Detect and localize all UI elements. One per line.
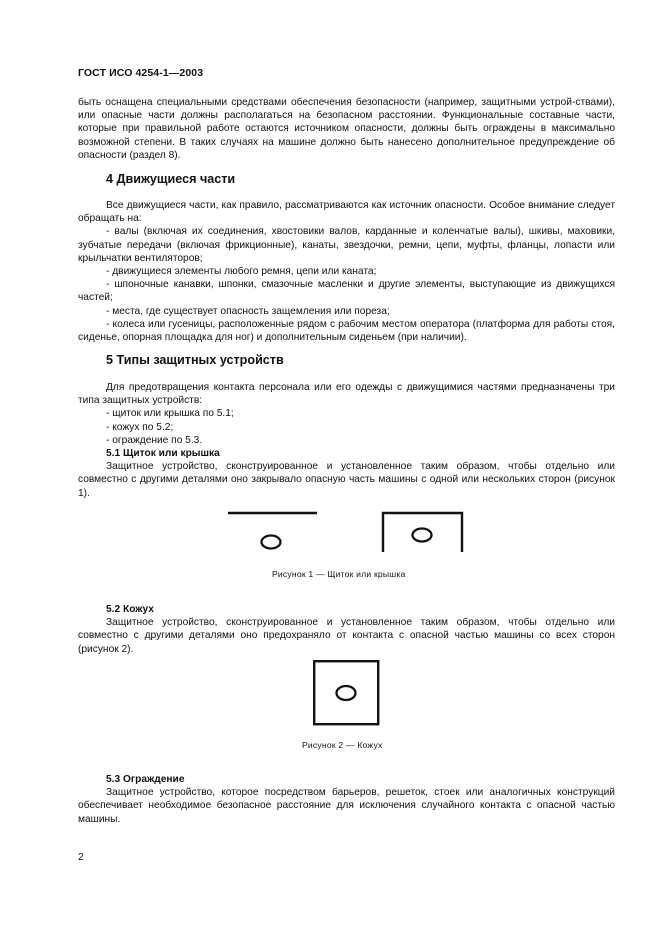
- section-5-heading: 5 Типы защитных устройств: [106, 353, 284, 367]
- cover-outline: [383, 513, 462, 552]
- intro-text: быть оснащена специальными средствами обеспечения безопасности (например, защитными устрой-ствами), или опасные части должны располагаться на безопасном расстоянии. Функциональные составные части, которые при правильной работе остаются источником опасности, должны быть ограждены в максимально возможной степени. В таких случаях на машине должно быть нанесено дополнительное предупреждение об опасности (раздел 8).: [78, 97, 615, 161]
- hazard-part-circle: [262, 536, 281, 549]
- list-item: - щиток или крышка по 5.1;: [106, 408, 234, 420]
- hazard-part-circle: [413, 529, 432, 542]
- list-item: - движущиеся элементы любого ремня, цепи или каната;: [106, 266, 377, 278]
- subsection-5-3: [78, 773, 615, 826]
- subsection-5-1-text: Защитное устройство, сконструированное и установленное таким образом, чтобы отдельно или совместно с другими деталями оно закрывало опасную часть машины с одной или нескольких сторон (рисунок 1).: [78, 461, 615, 499]
- figure-1-shield: [226, 510, 466, 556]
- list-item: - ограждение по 5.3.: [106, 434, 203, 446]
- page-number: 2: [78, 851, 84, 863]
- subsection-5-1-heading: 5.1 Щиток или крышка: [106, 448, 220, 460]
- figure-2-housing: [313, 660, 381, 728]
- section-4-body: [78, 199, 615, 344]
- document-header: ГОСТ ИСО 4254-1—2003: [78, 67, 204, 79]
- hazard-part-circle: [337, 686, 356, 700]
- housing-outline: [314, 661, 378, 724]
- section-5-lead: Для предотвращения контакта персонала или его одежды с движущимися частями предназначены три типа защитных устройств:: [78, 382, 615, 407]
- list-item: - колеса или гусеницы, расположенные рядом с рабочим местом оператора (платформа для работы стоя, сиденье, опорная площадка для ног) и дополнительным сиденьем (при наличии).: [78, 318, 615, 344]
- subsection-5-3-heading: 5.3 Ограждение: [106, 774, 185, 785]
- list-item: - места, где существует опасность защемления или пореза;: [106, 305, 390, 317]
- subsection-5-2-heading: 5.2 Кожух: [106, 604, 154, 615]
- subsection-5-2: [78, 603, 615, 656]
- figure-2-caption: Рисунок 2 — Кожух: [302, 740, 383, 750]
- subsection-5-3-text: Защитное устройство, которое посредством барьеров, решеток, стоек или аналогичных конструкций обеспечивает необходимое безопасное расстояние для исключения случайного контакта с опасной частью машины.: [78, 787, 615, 825]
- figure-1-caption: Рисунок 1 — Щиток или крышка: [272, 569, 406, 579]
- section-4-lead: Все движущиеся части, как правило, рассматриваются как источник опасности. Особое внимание следует обращать на:: [78, 200, 615, 225]
- intro-paragraph: [78, 96, 615, 162]
- list-item: - кожух по 5.2;: [106, 421, 174, 433]
- subsection-5-2-text: Защитное устройство, сконструированное и установленное таким образом, чтобы отдельно или совместно с другими деталями оно предохраняло от контакта с опасной частью машины со всех сторон (рисунок 2).: [78, 617, 615, 655]
- list-item: - шпоночные канавки, шпонки, смазочные масленки и другие элементы, выступающие из движущихся частей;: [78, 279, 615, 304]
- section-5-body: [78, 381, 615, 500]
- list-item: - валы (включая их соединения, хвостовики валов, карданные и коленчатые валы), шкивы, маховики, зубчатые передачи (включая фрикционные), канаты, звездочки, ремни, цепи, муфты, фланцы, лопасти или крыльчатки вентиляторов;: [78, 226, 615, 264]
- section-4-heading: 4 Движущиеся части: [106, 172, 236, 186]
